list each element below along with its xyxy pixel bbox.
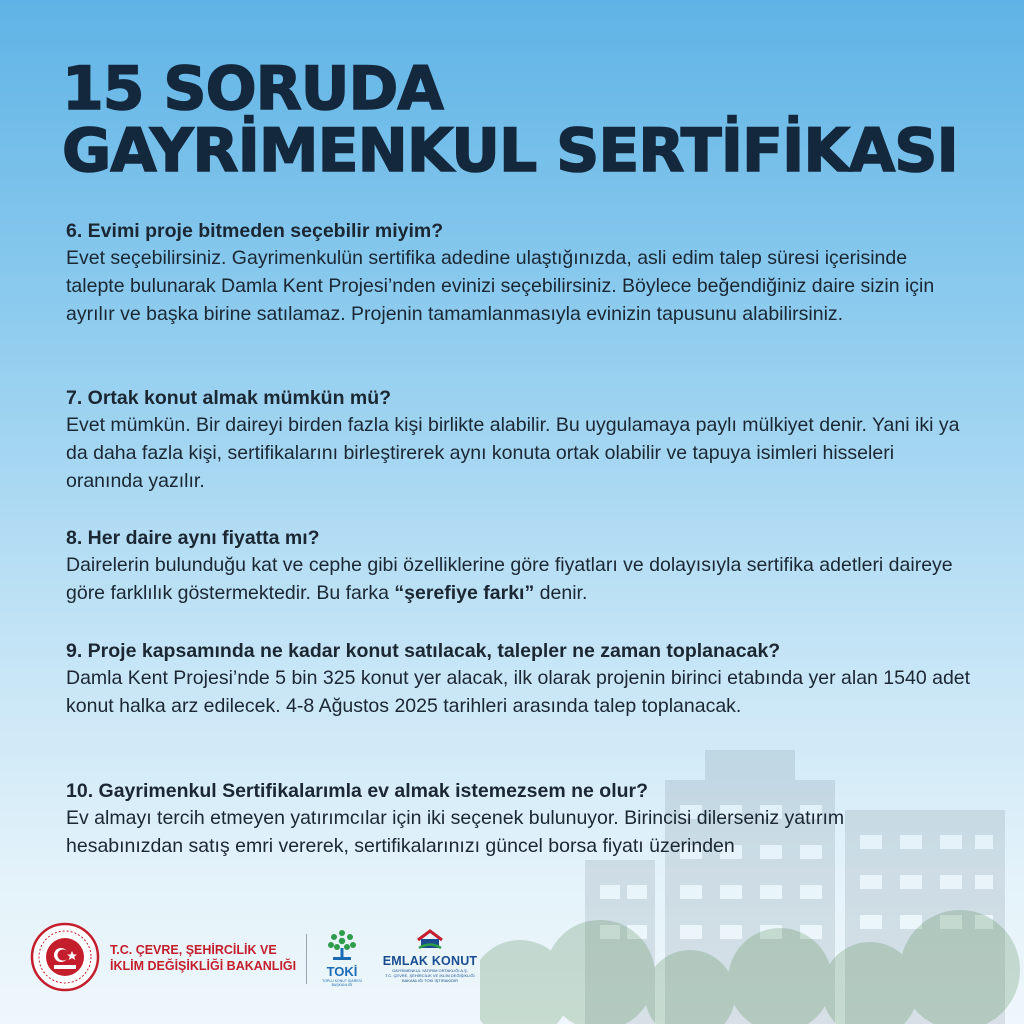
answer-8-bold: “şerefiye farkı” — [394, 582, 535, 604]
background-trees-illustration — [480, 880, 1024, 1024]
qa-item-7 — [66, 385, 966, 495]
answer-10: Ev almayı tercih etmeyen yatırımcılar için iki seçenek bulunuyor. Birincisi dilerseniz yatırım hesabınızdan satış emri vererek, sertifikalarınızı güncel borsa fiyatı üzerinden — [66, 807, 845, 857]
question-10: 10. Gayrimenkul Sertifikalarımla ev almak istemezsem ne olur? — [66, 780, 649, 802]
ministry-line-2: İKLİM DEĞİŞİKLİĞİ BAKANLIĞI — [110, 959, 297, 973]
emlak-subtitle-2: T.C. ÇEVRE, ŞEHİRCİLİK VE İKLİM DEĞİŞİKLİĞİ BAKANLIĞI TOKİ İŞTİRAKİDİR — [385, 973, 475, 983]
question-8: 8. Her daire aynı fiyatta mı? — [66, 527, 320, 549]
answer-8-end: denir. — [539, 582, 588, 604]
answer-6: Evet seçebilirsiniz. Gayrimenkulün sertifika adedine ulaştığınızda, asli edim talep süresi içerisinde talepte bulunarak Damla Kent Projesi’nden evinizi seçebilirsiniz. Böylece beğendiğiniz daire sizin için ayrılır ve başka birine satılamaz. Projenin tamamlanmasıyla evinizin tapusunu alabilirsiniz. — [66, 247, 935, 325]
emlak-konut-label: EMLAK KONUT — [382, 954, 478, 968]
question-7: 7. Ortak konut almak mümkün mü? — [66, 387, 392, 409]
qa-item-8 — [66, 525, 966, 607]
qa-item-10 — [66, 778, 926, 860]
ministry-name — [110, 942, 310, 974]
emlak-konut-logo — [380, 928, 480, 990]
question-6: 6. Evimi proje bitmeden seçebilir miyim? — [66, 220, 444, 242]
toki-logo-icon — [325, 928, 359, 962]
qa-item-6 — [66, 218, 966, 328]
page-title — [62, 54, 958, 186]
toki-label: TOKİ — [326, 964, 358, 979]
answer-8 — [66, 551, 966, 607]
footer-divider — [306, 934, 307, 984]
emlak-subtitle-1: GAYRİMENKUL YATIRIM ORTAKLIĞI A.Ş. — [392, 968, 468, 973]
emlak-konut-logo-icon — [415, 928, 445, 950]
ministry-line-1: T.C. ÇEVRE, ŞEHİRCİLİK VE — [110, 943, 277, 957]
question-9: 9. Proje kapsamında ne kadar konut satılacak, talepler ne zaman toplanacak? — [66, 640, 781, 662]
answer-7: Evet mümkün. Bir daireyi birden fazla kişi birlikte alabilir. Bu uygulamaya paylı mülkiyet denir. Yani iki ya da daha fazla kişi, sertifikalarını birleştirerek aynı konuta ortak olabilir ve tapuya isimleri hisseleri oranında yazılır. — [66, 414, 960, 492]
toki-subtitle: TOPLU KONUT İDARESİ BAŞKANLIĞI — [322, 979, 362, 987]
toki-logo — [320, 928, 364, 988]
answer-8-text: Dairelerin bulunduğu kat ve cephe gibi özelliklerine göre fiyatları ve dolayısıyla sertifika adetleri daireye göre farklılık göstermektedir. Bu farka — [66, 554, 953, 604]
title-line-1: 15 SORUDA — [62, 54, 443, 124]
ministry-seal-icon — [30, 922, 100, 992]
answer-9: Damla Kent Projesi’nde 5 bin 325 konut yer alacak, ilk olarak projenin birinci etabında yer alan 1540 adet konut halka arz edilecek. 4-8 Ağustos 2025 tarihleri arasında talep toplanacak. — [66, 667, 971, 717]
qa-item-9 — [66, 638, 976, 720]
title-line-2: GAYRİMENKUL SERTİFİKASI — [62, 116, 958, 186]
